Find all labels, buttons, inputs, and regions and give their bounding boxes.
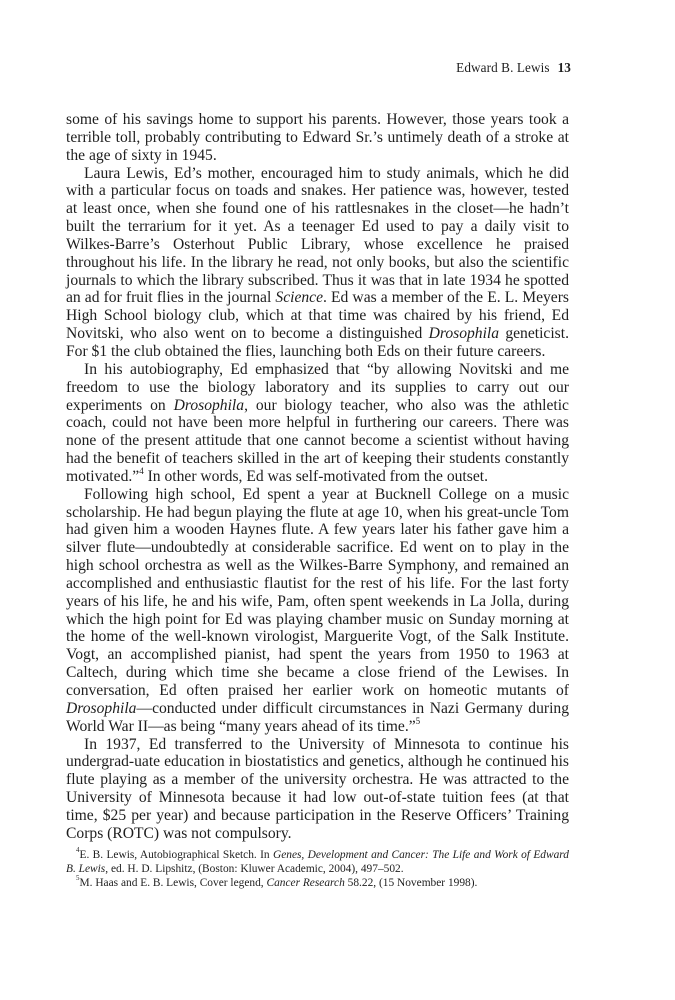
paragraph-3-text-a: In his autobiography, Ed emphasized that “by allowing Novitski and me freedom to use the biology laboratory and its supplies to carry out our experiments on <box>66 360 569 414</box>
running-head <box>456 60 571 76</box>
footnote-5 <box>66 876 569 890</box>
footnote-4 <box>66 848 569 876</box>
footnote-4-book-title: Genes, Development and Cancer: The Life and Work of Edward B. Lewis <box>66 849 569 875</box>
paragraph-2-text-a: Laura Lewis, Ed’s mother, encouraged him to study animals, which he did with a particular focus on toads and snakes. Her patience was, however, tested at least once, when she found one of his rattlesnakes in the closet—he hadn’t built the terrarium for it yet. As a teenager Ed used to pay a daily visit to Wilkes-Barre’s Osterhout Public Library, whose excellence he praised throughout his life. In the library he read, not only books, but also the scientific journals to which the library subscribed. Thus it was that in late 1934 he spotted an ad for fruit flies in the journal <box>66 164 569 307</box>
paragraph-4-text-b: —conducted under difficult circumstances in Nazi Germany during World War II—as being “many years ahead of its time.” <box>66 699 569 735</box>
body-text <box>66 111 569 843</box>
footnotes <box>66 848 569 890</box>
footnote-4-number: 4 <box>76 846 80 855</box>
paragraph-2 <box>66 165 569 361</box>
footnote-ref-5[interactable]: 5 <box>415 715 421 726</box>
paragraph-3 <box>66 361 569 486</box>
footnote-5-number: 5 <box>76 874 80 883</box>
footnote-4-text-a: E. B. Lewis, Autobiographical Sketch. In <box>79 849 273 861</box>
paragraph-3-text-b: , our biology teacher, who also was the athletic coach, could not have been more helpful in furthering our careers. There was none of the present attitude that one cannot become a scientist without having had the benefit of teachers skilled in the art of keeping their students constantly motivated.” <box>66 396 569 485</box>
paragraph-3-text-c: In other words, Ed was self-motivated from the outset. <box>143 467 488 485</box>
paragraph-1-text: some of his savings home to support his parents. However, those years took a terrible toll, probably contributing to Edward Sr.’s untimely death of a stroke at the age of sixty in 1945. <box>66 111 569 164</box>
footnote-5-journal-title: Cancer Research <box>266 877 345 889</box>
species-name-drosophila: Drosophila <box>173 396 245 414</box>
paragraph-1 <box>66 111 569 165</box>
paragraph-4 <box>66 486 569 736</box>
paragraph-4-text-a: Following high school, Ed spent a year at Bucknell College on a music scholarship. He had begun playing the flute at age 10, when his great-uncle Tom had given him a wooden Haynes flute. A few years later his father gave him a silver flute—undoubtedly at considerable sacrifice. Ed went on to play in the high school orchestra as well as the Wilkes-Barre Symphony, and remained an accomplished and enthusiastic flautist for the rest of his life. For the last forty years of his life, he and his wife, Pam, often spent weekends in La Jolla, during which the high point for Ed was playing chamber music on Sunday morning at the home of the well-known virologist, Marguerite Vogt, of the Salk Institute. Vogt, an accomplished pianist, had spent the years from 1950 to 1963 at Caltech, during which time she became a close friend of the Lewises. In conversation, Ed often praised her earlier work on homeotic mutants of <box>66 485 569 699</box>
footnote-4-text-b: , ed. H. D. Lipshitz, (Boston: Kluwer Academic, 2004), 497–502. <box>105 863 404 875</box>
paragraph-2-text-b: . Ed was a member of the E. L. Meyers High School biology club, which at that time was chaired by his friend, Ed Novitski, who also went on to become a distinguished <box>66 289 569 343</box>
footnote-5-text-a: M. Haas and E. B. Lewis, Cover legend, <box>79 877 267 889</box>
page-number: 13 <box>557 60 571 75</box>
footnote-5-text-b: 58.22, (15 November 1998). <box>344 877 478 889</box>
paragraph-2-text-c: geneticist. For $1 the club obtained the flies, launching both Eds on their future careers. <box>66 325 569 360</box>
species-name-drosophila: Drosophila <box>66 699 137 717</box>
species-name-drosophila: Drosophila <box>428 325 500 343</box>
footnote-ref-4[interactable]: 4 <box>139 465 144 476</box>
journal-title-science: Science <box>275 289 324 307</box>
paragraph-5 <box>66 736 569 843</box>
running-head-author: Edward B. Lewis <box>456 60 550 75</box>
paragraph-5-text: In 1937, Ed transferred to the University of Minnesota to continue his undergrad-uate education in biostatistics and genetics, although he continued his flute playing as a member of the university orchestra. He was attracted to the University of Minnesota because it had low out-of-state tuition fees (at that time, $25 per year) and because participation in the Reserve Officers’ Training Corps (ROTC) was not compulsory. <box>66 735 569 842</box>
